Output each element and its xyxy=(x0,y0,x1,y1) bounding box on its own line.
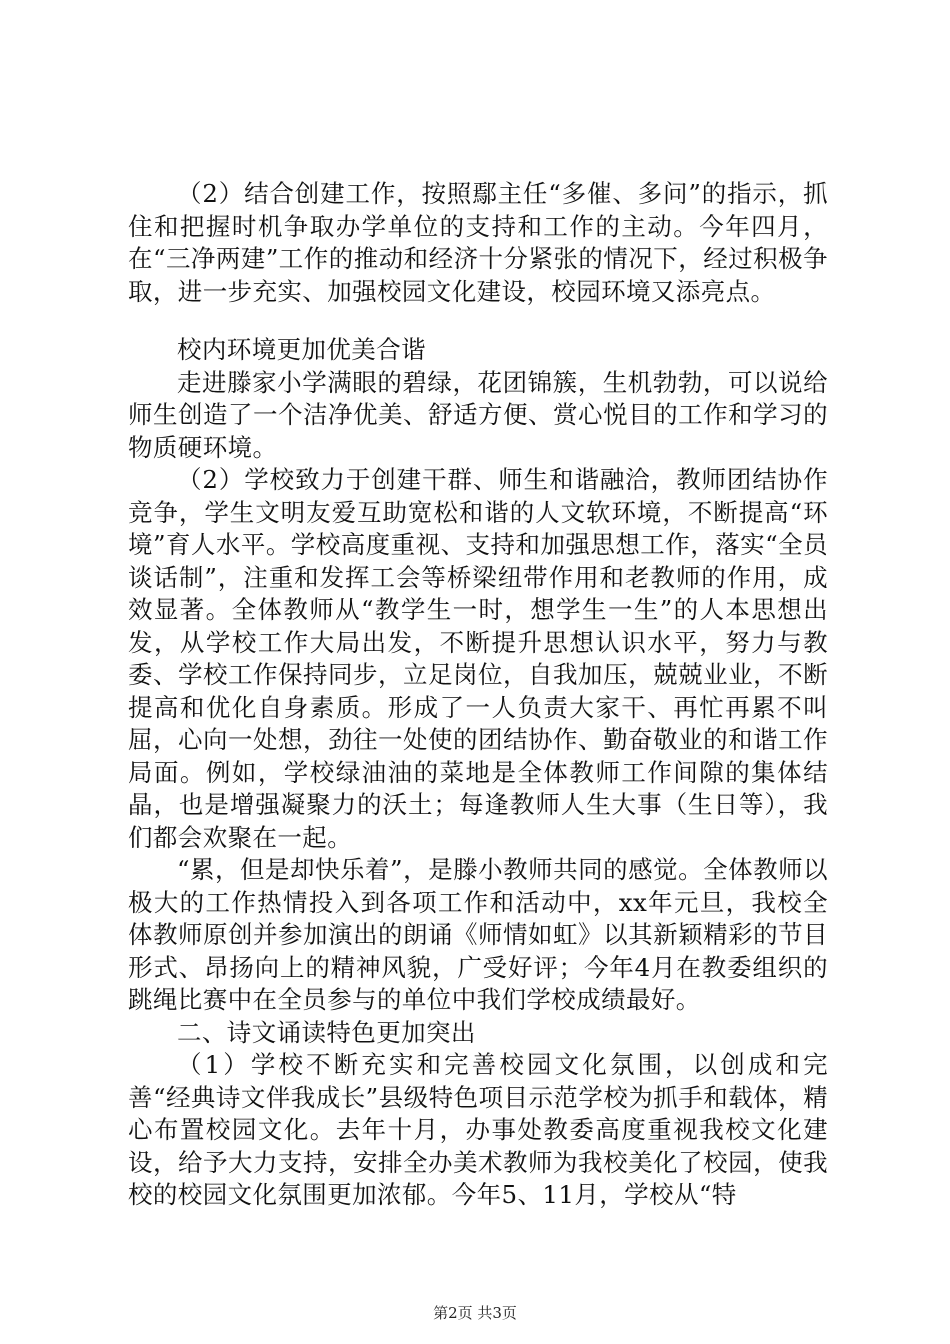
document-body xyxy=(128,178,828,1212)
paragraph-campus-culture-atmosphere: （1）学校不断充实和完善校园文化氛围，以创成和完善“经典诗文伴我成长”县级特色项目示范学校为抓手和载体，精心布置校园文化。去年十月，办事处教委高度重视我校文化建设，给予大力支持，安排全办美术教师为我校美化了校园，使我校的校园文化氛围更加浓郁。今年5、11月，学校从“特 xyxy=(128,1050,828,1209)
paragraph-physical-environment: 走进滕家小学满眼的碧绿，花团锦簇，生机勃勃，可以说给师生创造了一个洁净优美、舒适方便、赏心悦目的工作和学习的物质硬环境。 xyxy=(128,367,828,462)
paragraph-teachers-spirit: “累，但是却快乐着”，是滕小教师共同的感觉。全体教师以极大的工作热情投入到各项工作和活动中，xx年元旦，我校全体教师原创并参加演出的朗诵《师情如虹》以其新颖精彩的节目形式、昂扬向上的精神风貌，广受好评；今年4月在教委组织的跳绳比赛中在全员参与的单位中我们学校成绩最好。 xyxy=(128,855,828,1014)
paragraph-humanistic-environment: （2）学校致力于创建干群、师生和谐融洽，教师团结协作竞争，学生文明友爱互助宽松和谐的人文软环境，不断提高“环境”育人水平。学校高度重视、支持和加强思想工作，落实“全员谈话制”，注重和发挥工会等桥梁纽带作用和老教师的作用，成效显著。全体教师从“教学生一时，想学生一生”的人本思想出发，从学校工作大局出发，不断提升思想认识水平，努力与教委、学校工作保持同步，立足岗位，自我加压，兢兢业业，不断提高和优化自身素质。形成了一人负责大家干、再忙再累不叫屈，心向一处想，劲往一处使的团结协作、勤奋敬业的和谐工作局面。例如，学校绿油油的菜地是全体教师工作间隙的集体结晶，也是增强凝聚力的沃土；每逢教师人生大事（生日等），我们都会欢聚在一起。 xyxy=(128,465,828,852)
paragraph-campus-culture-1: （2）结合创建工作，按照鄢主任“多催、多问”的指示，抓住和把握时机争取办学单位的支持和工作的主动。今年四月，在“三净两建”工作的推动和经济十分紧张的情况下，经过积极争取，进一步充实、加强校园文化建设，校园环境又添亮点。 xyxy=(128,179,828,306)
section-heading-poetry-recitation: 二、诗文诵读特色更加突出 xyxy=(177,1017,476,1047)
page-footer: 第2页 共3页 xyxy=(433,1304,517,1322)
section-heading-campus-environment: 校内环境更加优美合谐 xyxy=(177,335,426,364)
